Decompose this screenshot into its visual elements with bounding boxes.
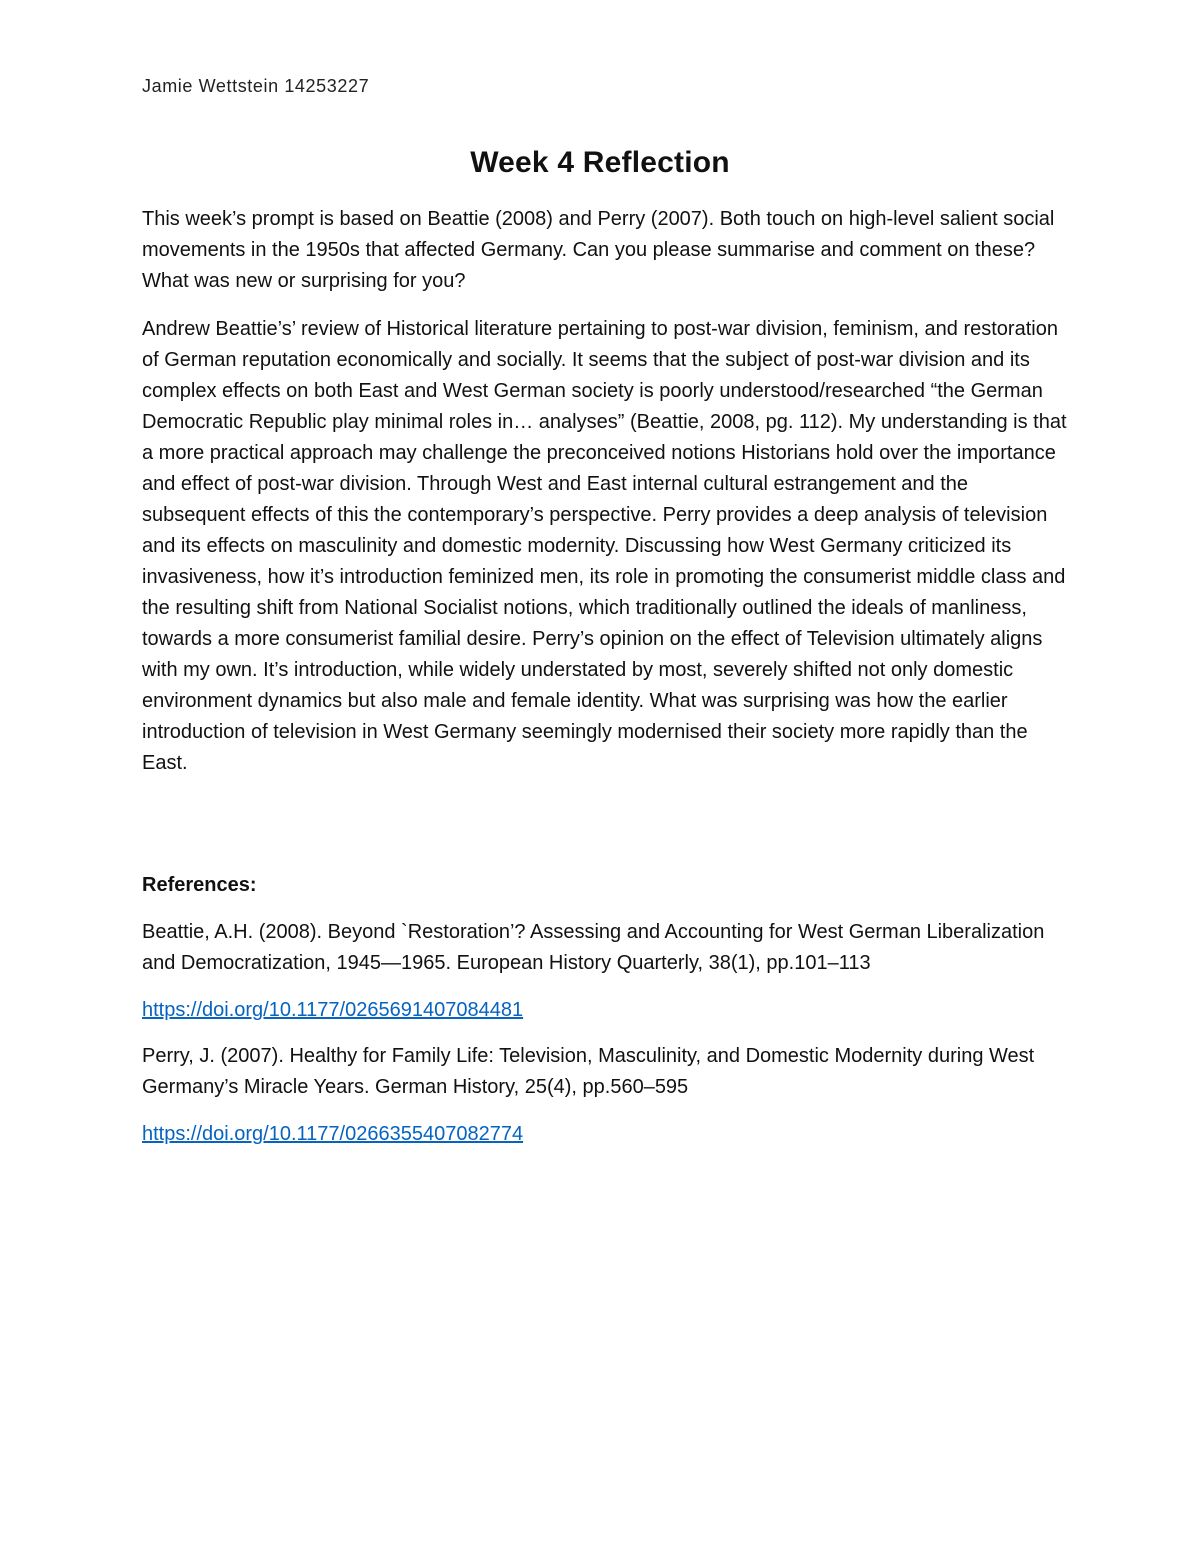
page-title: Week 4 Reflection: [470, 146, 730, 179]
references-heading: References:: [142, 874, 257, 896]
reference-citation: Perry, J. (2007). Healthy for Family Life: Television, Masculinity, and Domestic Modernity during West Germany’s Miracle Years. German History, 25(4), pp.560–595: [142, 1045, 1035, 1098]
author-line: Jamie Wettstein 14253227: [142, 76, 370, 96]
reference-doi-link[interactable]: https://doi.org/10.1177/0266355407082774: [142, 1123, 524, 1145]
prompt-paragraph: This week’s prompt is based on Beattie (2008) and Perry (2007). Both touch on high-level salient social movements in the 1950s that affected Germany. Can you please summarise and comment on these? What was new or surprising for you?: [142, 208, 1055, 292]
document-body: [142, 204, 1072, 779]
response-paragraph: Andrew Beattie’s’ review of Historical literature pertaining to post-war division, feminism, and restoration of German reputation economically and socially. It seems that the subject of post-war division and its complex effects on both East and West German society is poorly understood/researched “the German Democratic Republic play minimal roles in… analyses” (Beattie, 2008, pg. 112). My understanding is that a more practical approach may challenge the preconceived notions Historians hold over the importance and effect of post-war division. Through West and East internal cultural estrangement and the subsequent effects of this the contemporary’s perspective. Perry provides a deep analysis of television and its effects on masculinity and domestic modernity. Discussing how West Germany criticized its invasiveness, how it’s introduction feminized men, its role in promoting the consumerist middle class and the resulting shift from National Socialist notions, which traditionally outlined the ideals of manliness, towards a more consumerist familial desire. Perry’s opinion on the effect of Television ultimately aligns with my own. It’s introduction, while widely understated by most, severely shifted not only domestic environment dynamics but also male and female identity. What was surprising was how the earlier introduction of television in West Germany seemingly modernised their society more rapidly than the East.: [142, 318, 1067, 774]
reference-doi-link[interactable]: https://doi.org/10.1177/0265691407084481: [142, 999, 524, 1021]
reference-citation: Beattie, A.H. (2008). Beyond `Restoration’? Assessing and Accounting for West German Liberalization and Democratization, 1945—1965. European History Quarterly, 38(1), pp.101–113: [142, 921, 1045, 974]
